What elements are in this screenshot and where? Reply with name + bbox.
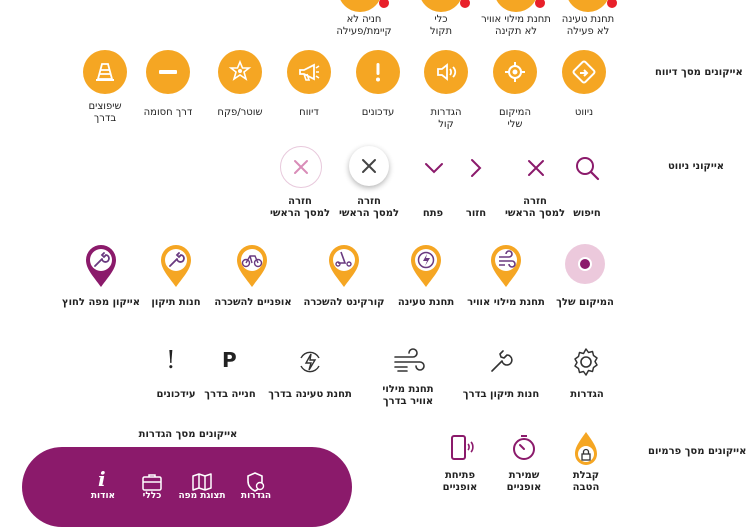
label-back-main-2: חזרה למסך הראשי (338, 196, 400, 219)
faulty-vehicle-icon[interactable] (419, 0, 463, 12)
exclamation-outline-icon[interactable]: ! (166, 346, 176, 374)
label-back-main-3: חזרה למסך הראשי (269, 196, 331, 219)
label-parking-on-way: חנייה בדרך (204, 389, 256, 400)
label-repair-shop: חנות תיקון (151, 297, 201, 308)
panel-label-about: אודות (90, 491, 116, 501)
panel-label-general: כללי (142, 491, 162, 501)
wind-icon[interactable] (392, 348, 426, 376)
phone-unlock-icon[interactable] (447, 434, 475, 462)
alert-badge (607, 0, 617, 8)
top-label-air: תחנת מילוי אוויר לא תקינה (481, 14, 551, 37)
label-save-bike: שמירת אופניים (506, 470, 542, 493)
label-air-on-way: תחנת מילוי אוויר בדרך (382, 384, 434, 407)
megaphone-icon[interactable] (287, 50, 331, 94)
label-get-benefit: קבלת הטבה (572, 470, 600, 493)
label-air-station: תחנת מילוי אוויר (467, 297, 545, 308)
air-station-broken-icon[interactable] (494, 0, 538, 12)
label-report: דיווח (299, 107, 319, 118)
label-road-blocked: דרך חסומה (143, 107, 193, 118)
map-pin-purple-icon[interactable] (84, 243, 118, 289)
search-icon[interactable] (573, 154, 601, 182)
panel-label-settings: הגדרות (240, 491, 272, 501)
label-search: חיפוש (573, 208, 601, 219)
chevron-right-icon[interactable] (468, 157, 484, 179)
wrench-icon[interactable] (487, 348, 515, 376)
label-open: פתח (422, 208, 444, 219)
panel-label-map-view: תצוגת מפה (178, 491, 226, 501)
police-badge-icon[interactable] (218, 50, 262, 94)
map-icon[interactable] (191, 471, 213, 493)
briefcase-icon[interactable] (141, 471, 163, 493)
my-location-dot-icon[interactable] (565, 244, 605, 284)
label-navigation: ניווט (574, 107, 594, 118)
close-icon[interactable] (525, 157, 547, 179)
timer-icon[interactable] (511, 434, 537, 462)
label-settings: הגדרות (570, 389, 604, 400)
label-charging-on-way: תחנת טעינה בדרך (268, 389, 352, 400)
label-my-location: המיקום שלי (498, 107, 532, 130)
top-label-faulty: כלי תקול (429, 14, 453, 37)
report-row-title: אייקונים מסך דיווח (655, 67, 743, 78)
label-scooter-rent: קורקינט להשכרה (303, 297, 385, 308)
alert-badge (460, 0, 470, 8)
parking-icon[interactable]: P (222, 348, 237, 372)
road-blocked-icon[interactable] (146, 50, 190, 94)
shield-settings-icon[interactable] (245, 471, 267, 493)
label-charging-station: תחנת טעינה (397, 297, 455, 308)
chevron-down-icon[interactable] (423, 160, 445, 176)
my-location-icon[interactable] (493, 50, 537, 94)
top-label-parking: חניה לא קיימת/פעילה (336, 14, 392, 37)
scooter-pin-icon[interactable] (327, 243, 361, 289)
label-back: חזור (465, 208, 487, 219)
gear-icon[interactable] (570, 346, 602, 378)
bicycle-pin-icon[interactable] (235, 243, 269, 289)
charging-station-inactive-icon[interactable] (566, 0, 610, 12)
alert-badge (535, 0, 545, 8)
label-pressed-map-icon: אייקון מפה לחוץ (61, 297, 141, 308)
exclamation-icon[interactable] (356, 50, 400, 94)
info-icon[interactable]: i (98, 467, 106, 491)
alert-badge (379, 0, 389, 8)
air-station-pin-icon[interactable] (489, 243, 523, 289)
settings-panel-title: אייקונים מסך הגדרות (138, 429, 238, 440)
label-repair-on-way: חנות תיקון בדרך (462, 389, 540, 400)
label-police: שוטר/פקח (217, 107, 263, 118)
parking-unavailable-icon[interactable] (338, 0, 382, 12)
label-back-main-1: חזרה למסך הראשי (504, 196, 566, 219)
close-circle-icon[interactable] (349, 146, 389, 186)
top-label-charging: תחנת טעינה לא פעילה (561, 14, 615, 37)
reward-lock-pin-icon[interactable] (571, 430, 601, 470)
charging-outline-icon[interactable] (296, 348, 324, 376)
label-open-bike: פתיחת אופניים (442, 470, 478, 493)
traffic-cone-icon[interactable] (83, 50, 127, 94)
label-bike-rent: אופניים להשכרה (214, 297, 292, 308)
navigation-diamond-icon[interactable] (562, 50, 606, 94)
label-updates-outline: עידכונים (156, 389, 196, 400)
rewards-row-title: אייקונים מסך פרמיום (648, 446, 747, 457)
label-roadworks: שיפוצים בדרך (88, 101, 122, 124)
label-your-location: המיקום שלך (556, 297, 614, 308)
label-sound-settings: הגדרות קול (430, 107, 462, 130)
repair-shop-pin-icon[interactable] (159, 243, 193, 289)
nav-row-title: אייקוני ניווט (668, 161, 725, 172)
speaker-icon[interactable] (424, 50, 468, 94)
charging-station-pin-icon[interactable] (409, 243, 443, 289)
label-updates: עדכונים (361, 107, 395, 118)
close-circle-soft-icon[interactable] (280, 146, 322, 188)
settings-panel (22, 447, 352, 527)
